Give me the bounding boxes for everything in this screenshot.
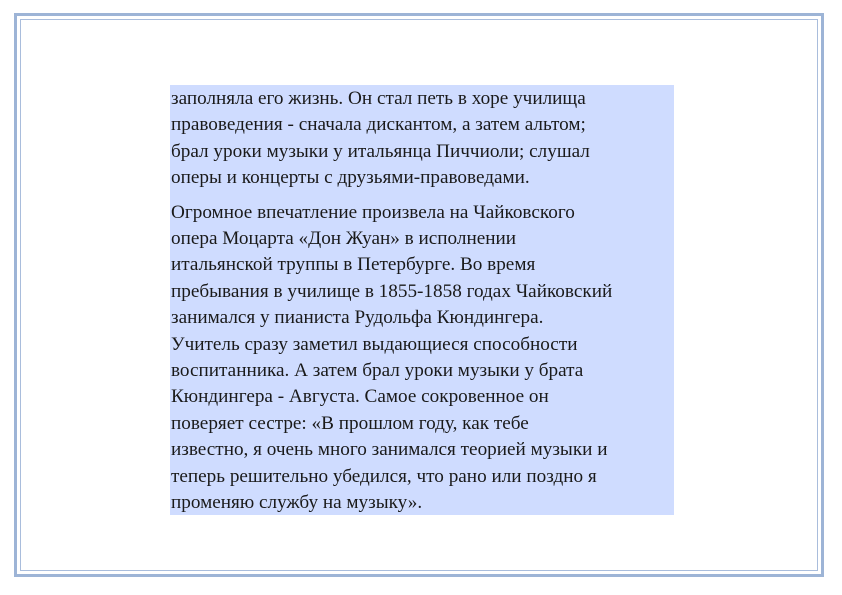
text-line: теперь решительно убедился, что рано или поздно я [171, 465, 597, 487]
text-line: Огромное впечатление произвела на Чайковского [171, 201, 575, 223]
text-line: оперы и концерты с друзьями-правоведами. [171, 167, 530, 189]
text-line: заполняла его жизнь. Он стал петь в хоре училища [171, 88, 586, 109]
paragraph-2 [171, 200, 674, 517]
text-line: поверяет сестре: «В прошлом году, как тебе [171, 412, 529, 434]
text-line: воспитанника. А затем брал уроки музыки у брата [171, 360, 584, 382]
text-line: Кюндингера - Августа. Самое сокровенное он [171, 386, 549, 408]
text-line: правоведения - сначала дискантом, а затем альтом; [171, 114, 586, 136]
text-box [170, 85, 674, 515]
text-line: пребывания в училище в 1855-1858 годах Чайковский [171, 280, 613, 302]
text-line: известно, я очень много занимался теорией музыки и [171, 439, 608, 461]
text-line: Учитель сразу заметил выдающиеся способности [171, 333, 578, 355]
text-line: опера Моцарта «Дон Жуан» в исполнении [171, 228, 517, 250]
text-line: занимался у пианиста Рудольфа Кюндингера. [171, 307, 544, 329]
text-line: итальянской труппы в Петербурге. Во время [171, 254, 536, 276]
text-line: променяю службу на музыку». [171, 492, 423, 514]
text-line: брал уроки музыки у итальянца Пиччиоли; слушал [171, 140, 590, 162]
paragraph-1 [171, 86, 674, 192]
